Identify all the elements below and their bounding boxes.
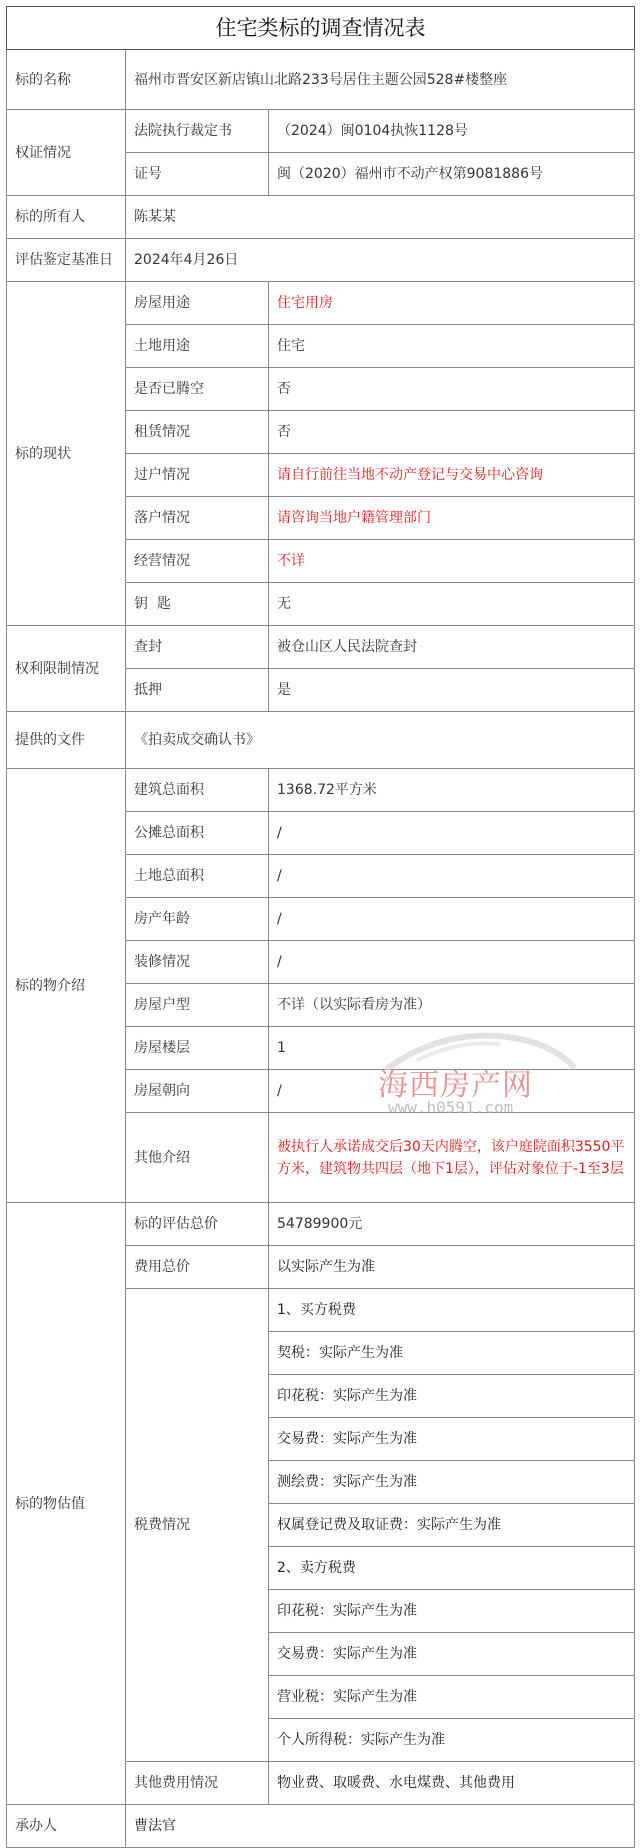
household-registration-label: 落户情况 <box>126 497 269 540</box>
title-status-label: 权证情况 <box>7 110 126 196</box>
keys-value: 无 <box>269 583 635 626</box>
table-row <box>7 769 635 812</box>
object-name-value: 福州市晋安区新店镇山北路233号居住主题公园528#楼整座 <box>126 50 635 110</box>
property-age-value: / <box>269 898 635 941</box>
handler-value: 曹法官 <box>126 1805 635 1848</box>
table-row <box>7 282 635 325</box>
other-fees-label: 其他费用情况 <box>126 1762 269 1805</box>
lease-value: 否 <box>269 411 635 454</box>
court-ruling-value: （2024）闽0104执恢1128号 <box>269 110 635 153</box>
decoration-value: / <box>269 941 635 984</box>
transfer-label: 过户情况 <box>126 454 269 497</box>
other-fees-value: 物业费、取暖费、水电煤费、其他费用 <box>269 1762 635 1805</box>
object-name-row <box>7 50 635 110</box>
keys-label: 钥 匙 <box>126 583 269 626</box>
owner-label: 标的所有人 <box>7 196 126 239</box>
tax-item: 营业税：实际产生为准 <box>269 1676 635 1719</box>
owner-value: 陈某某 <box>126 196 635 239</box>
decoration-label: 装修情况 <box>126 941 269 984</box>
valuation-label: 标的物估值 <box>7 1203 126 1805</box>
property-age-label: 房产年龄 <box>126 898 269 941</box>
assessed-total-label: 标的评估总价 <box>126 1203 269 1246</box>
survey-table <box>6 6 635 1848</box>
tax-item: 个人所得税：实际产生为准 <box>269 1719 635 1762</box>
handler-label: 承办人 <box>7 1805 126 1848</box>
house-use-label: 房屋用途 <box>126 282 269 325</box>
table-row <box>7 626 635 669</box>
fee-total-value: 以实际产生为准 <box>269 1246 635 1289</box>
floor-value: 1 <box>269 1027 635 1070</box>
watermark-url: www.h0591.com <box>388 1098 514 1117</box>
vacated-label: 是否已腾空 <box>126 368 269 411</box>
shared-area-label: 公摊总面积 <box>126 812 269 855</box>
floor-area-label: 建筑总面积 <box>126 769 269 812</box>
table-row <box>7 1203 635 1246</box>
floor-area-value: 1368.72平方米 <box>269 769 635 812</box>
tax-item: 印花税：实际产生为准 <box>269 1590 635 1633</box>
layout-value: 不详（以实际看房为准） <box>269 984 635 1027</box>
shared-area-value: / <box>269 812 635 855</box>
handler-row <box>7 1805 635 1848</box>
valuation-date-label: 评估鉴定基准日 <box>7 239 126 282</box>
documents-label: 提供的文件 <box>7 712 126 769</box>
assessed-total-value: 54789900元 <box>269 1203 635 1246</box>
tax-item: 2、卖方税费 <box>269 1547 635 1590</box>
watermark-name: 海西房产网 <box>378 1068 533 1103</box>
tax-label: 税费情况 <box>126 1289 269 1762</box>
business-status-label: 经营情况 <box>126 540 269 583</box>
transfer-value: 请自行前往当地不动产登记与交易中心咨询 <box>269 454 635 497</box>
certificate-no-value: 闽（2020）福州市不动产权第9081886号 <box>269 153 635 196</box>
orientation-value: / <box>269 1070 635 1113</box>
lease-label: 租赁情况 <box>126 411 269 454</box>
seizure-value: 被仓山区人民法院查封 <box>269 626 635 669</box>
table-title: 住宅类标的调查情况表 <box>7 7 635 50</box>
table-row <box>7 110 635 153</box>
valuation-date-row <box>7 239 635 282</box>
land-use-label: 土地用途 <box>126 325 269 368</box>
business-status-value: 不详 <box>269 540 635 583</box>
mortgage-value: 是 <box>269 669 635 712</box>
court-ruling-label: 法院执行裁定书 <box>126 110 269 153</box>
tax-item: 印花税：实际产生为准 <box>269 1375 635 1418</box>
mortgage-label: 抵押 <box>126 669 269 712</box>
house-use-value: 住宅用房 <box>269 282 635 325</box>
vacated-value: 否 <box>269 368 635 411</box>
tax-item: 交易费：实际产生为准 <box>269 1633 635 1676</box>
household-registration-value: 请咨询当地户籍管理部门 <box>269 497 635 540</box>
object-intro-label: 标的物介绍 <box>7 769 126 1203</box>
certificate-no-label: 证号 <box>126 153 269 196</box>
other-intro-value: 被执行人承诺成交后30天内腾空，该户庭院面积3550平方米，建筑物共四层（地下1层），评估对象位于-1至3层 <box>269 1113 635 1203</box>
tax-item: 权属登记费及取证费：实际产生为准 <box>269 1504 635 1547</box>
owner-row <box>7 196 635 239</box>
tax-item: 1、买方税费 <box>269 1289 635 1332</box>
documents-value: 《拍卖成交确认书》 <box>126 712 635 769</box>
documents-row <box>7 712 635 769</box>
other-intro-label: 其他介绍 <box>126 1113 269 1203</box>
restrictions-label: 权利限制情况 <box>7 626 126 712</box>
tax-item: 测绘费：实际产生为准 <box>269 1461 635 1504</box>
land-use-value: 住宅 <box>269 325 635 368</box>
current-status-label: 标的现状 <box>7 282 126 626</box>
layout-label: 房屋户型 <box>126 984 269 1027</box>
land-area-label: 土地总面积 <box>126 855 269 898</box>
tax-item: 交易费：实际产生为准 <box>269 1418 635 1461</box>
title-row <box>7 7 635 50</box>
valuation-date-value: 2024年4月26日 <box>126 239 635 282</box>
orientation-label: 房屋朝向 <box>126 1070 269 1113</box>
fee-total-label: 费用总价 <box>126 1246 269 1289</box>
seizure-label: 查封 <box>126 626 269 669</box>
land-area-value: / <box>269 855 635 898</box>
object-name-label: 标的名称 <box>7 50 126 110</box>
tax-item: 契税：实际产生为准 <box>269 1332 635 1375</box>
floor-label: 房屋楼层 <box>126 1027 269 1070</box>
